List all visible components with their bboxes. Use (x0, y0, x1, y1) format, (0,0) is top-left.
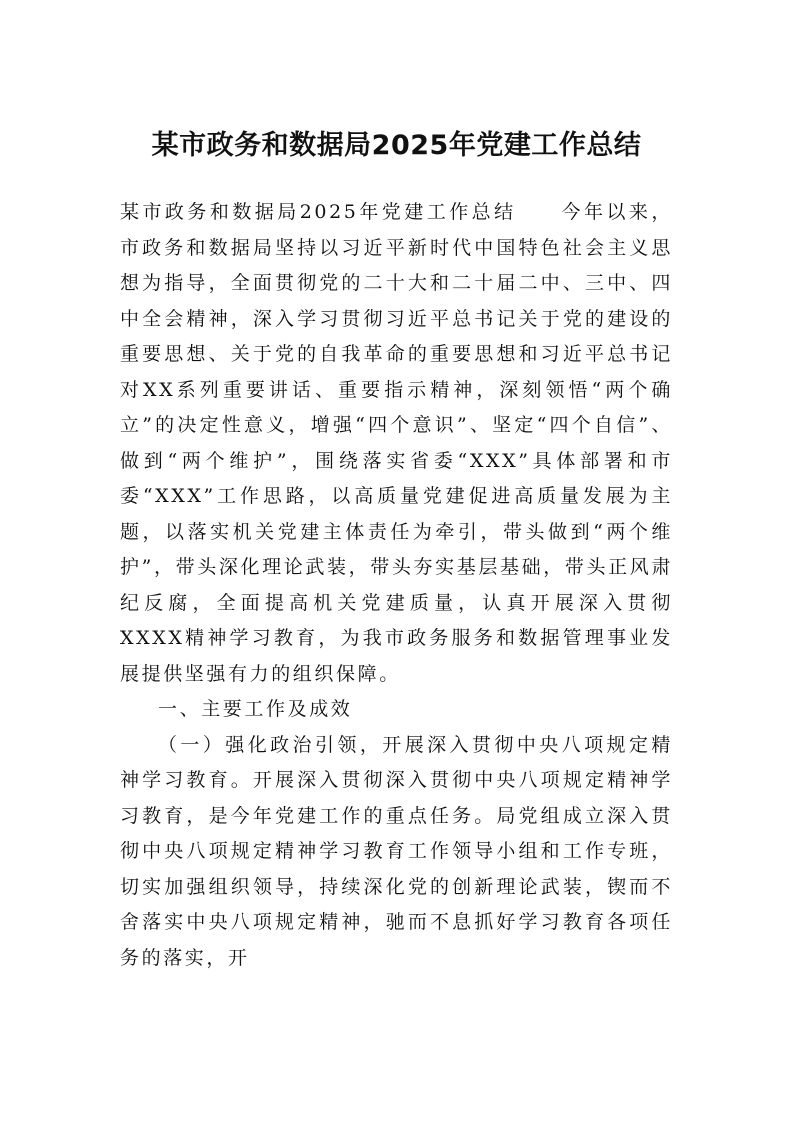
intro-paragraph: 某市政务和数据局2025年党建工作总结 今年以来，市政务和数据局坚持以习近平新时代中国特色社会主义思想为指导，全面贯彻党的二十大和二十届二中、三中、四中全会精神，深入学习贯彻习近平总书记关于党的建设的重要思想、关于党的自我革命的重要思想和习近平总书记对XX系列重要讲话、重要指示精神，深刻领悟“两个确立”的决定性意义，增强“四个意识”、坚定“四个自信”、做到“两个维护”，围绕落实省委“XXX”具体部署和市委“XXX”工作思路，以高质量党建促进高质量发展为主题，以落实机关党建主体责任为牵引，带头做到“两个维护”，带头深化理论武装，带头夯实基层基础，带头正风肃纪反腐，全面提高机关党建质量，认真开展深入贯彻XXXX精神学习教育，为我市政务服务和数据管理事业发展提供坚强有力的组织保障。 (120, 201, 673, 685)
section-paragraph: （一）强化政治引领，开展深入贯彻中央八项规定精神学习教育。开展深入贯彻深入贯彻中央八项规定精神学习教育，是今年党建工作的重点任务。局党组成立深入贯彻中央八项规定精神学习教育工作领导小组和工作专班，切实加强组织领导，持续深化党的创新理论武装，锲而不舍落实中央八项规定精神，驰而不息抓好学习教育各项任务的落实，开 (120, 733, 673, 969)
document-title: 某市政务和数据局2025年党建工作总结 (151, 130, 642, 161)
document-body (120, 195, 673, 976)
section-heading: 一、主要工作及成效 (158, 698, 353, 720)
